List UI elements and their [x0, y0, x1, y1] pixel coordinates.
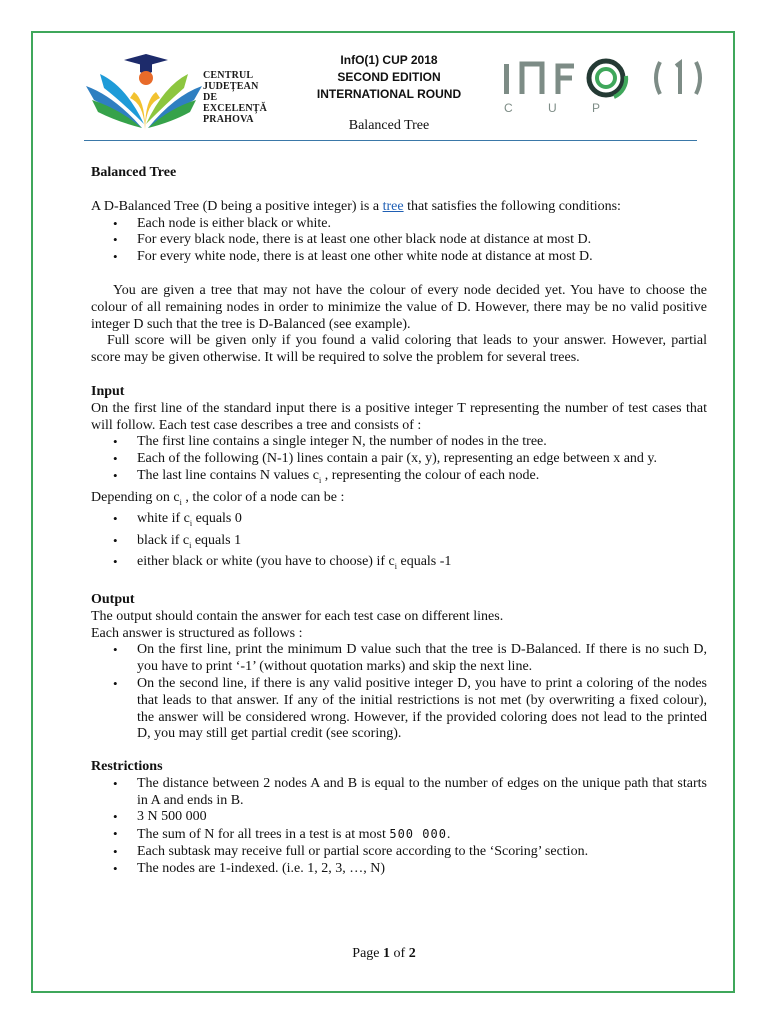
intro-lead-text: A D-Balanced Tree (D being a positive integer) is a	[91, 198, 383, 214]
page-footer	[0, 946, 768, 962]
input-item-colours	[91, 468, 707, 490]
page-header	[0, 0, 768, 145]
logo-text-line: CENTRUL	[203, 70, 254, 81]
input-item: • Each of the following (N-1) lines contain a pair (x, y), representing an edge between x and y.	[91, 451, 707, 468]
color-item-text: black if c	[137, 532, 190, 548]
ci-subscript: i	[318, 475, 322, 485]
restriction-item: • The nodes are 1-indexed. (i.e. 1, 2, 3, …, N)	[91, 861, 707, 878]
intro-lead	[91, 199, 707, 216]
intro-lead-tail: that satisfies the following conditions:	[403, 198, 621, 214]
contest-title-line: INTERNATIONAL ROUND	[316, 87, 462, 101]
page-of-word: of	[393, 946, 406, 961]
color-item-tail: equals -1	[396, 554, 452, 570]
output-item: • On the first line, print the minimum D value such that the tree is D-Balanced. If there is no such D, you have to print ‘-1’ (without quotation marks) and skip the next line.	[91, 642, 707, 676]
ci-subscript: i	[179, 497, 182, 507]
depending-tail: , the color of a node can be :	[181, 489, 345, 505]
color-item	[91, 533, 707, 555]
tree-link[interactable]: tree	[382, 198, 404, 214]
contest-title	[300, 52, 478, 103]
logo-cup-text: C U P	[504, 101, 617, 115]
logo-text-line: DE	[203, 92, 218, 103]
output-list	[91, 642, 707, 743]
output-heading: Output	[91, 591, 135, 607]
intro-paragraph: You are given a tree that may not have the colour of every node decided yet. You have to choose the colour of all remaining nodes in order to minimize the value of D. However, there may be no valid positive integer D such that the tree is D-Balanced (see example).	[91, 282, 707, 332]
problem-title: Balanced Tree	[91, 165, 177, 180]
restriction-item: • 3 N 500 000	[91, 809, 707, 826]
conditions-list	[91, 216, 707, 266]
header-divider	[84, 140, 697, 141]
depending-text: Depending on c	[91, 489, 180, 505]
ci-subscript: i	[394, 562, 397, 572]
restriction-sum-text: The sum of N for all trees in a test is at most	[137, 827, 390, 843]
contest-title-line: InfO(1) CUP 2018	[340, 53, 438, 67]
output-item: • On the second line, if there is any valid positive integer D, you have to print a coloring of the nodes that leads to that answer. If any of the initial restrictions is not met (by overwriting a fixed colour), the answer will be considered wrong. However, if the provided coloring does not lead to the printed D, you may still get partial credit (see scoring).	[91, 676, 707, 743]
contest-title-line: SECOND EDITION	[337, 70, 441, 84]
condition-item: • For every black node, there is at least one other black node at distance at most D.	[91, 232, 707, 249]
input-description: On the first line of the standard input there is a positive integer T representing the number of test cases that will follow. Each test case describes a tree and consists of :	[91, 400, 707, 433]
output-line: The output should contain the answer for each test case on different lines.	[91, 608, 504, 624]
input-item-colours-tail: , representing the colour of each node.	[321, 467, 540, 483]
logo-text-line: PRAHOVA	[203, 114, 254, 125]
color-item-tail: equals 0	[192, 511, 242, 527]
condition-item: • For every white node, there is at least one other white node at distance at most D.	[91, 249, 707, 266]
output-line: Each answer is structured as follows :	[91, 625, 303, 641]
restrictions-heading: Restrictions	[91, 759, 163, 775]
page-current: 1	[383, 946, 391, 961]
restriction-sum-tail: .	[446, 827, 451, 843]
restriction-item: • The distance between 2 nodes A and B is equal to the number of edges on the unique path that starts in A and ends in B.	[91, 776, 707, 810]
color-item	[91, 554, 707, 576]
restrictions-list	[91, 776, 707, 878]
condition-item: • Each node is either black or white.	[91, 216, 707, 233]
page-total: 2	[408, 946, 416, 961]
problem-statement	[91, 165, 707, 878]
restriction-sum-value: 500 000	[389, 827, 447, 842]
input-list	[91, 434, 707, 489]
color-item-tail: equals 1	[191, 532, 242, 548]
info1-cup-logo	[498, 56, 722, 116]
ci-subscript: i	[189, 540, 192, 550]
input-heading: Input	[91, 383, 125, 399]
color-item	[91, 511, 707, 533]
intro-paragraph-score: Full score will be given only if you found a valid coloring that leads to your answer. However, partial score may be given otherwise. It will be required to solve the problem for several trees.	[91, 333, 707, 366]
color-list	[91, 511, 707, 576]
logo-text-line: EXCELENȚĂ	[203, 103, 268, 114]
restriction-item: • Each subtask may receive full or partial score according to the ‘Scoring’ section.	[91, 844, 707, 861]
page-word: Page	[352, 946, 380, 961]
ci-subscript: i	[189, 518, 193, 528]
restriction-item-sum	[91, 826, 707, 844]
cje-prahova-logo-text	[203, 70, 267, 125]
color-item-text: white if c	[137, 511, 190, 527]
problem-subtitle: Balanced Tree	[348, 118, 430, 133]
cje-prahova-logo	[84, 52, 204, 132]
input-item: • The first line contains a single integer N, the number of nodes in the tree.	[91, 434, 707, 451]
depending-line	[91, 490, 707, 512]
input-item-colours-text: The last line contains N values c	[137, 467, 319, 483]
logo-text-line: JUDEȚEAN	[203, 81, 259, 92]
color-item-text: either black or white (you have to choose) if c	[137, 554, 395, 570]
